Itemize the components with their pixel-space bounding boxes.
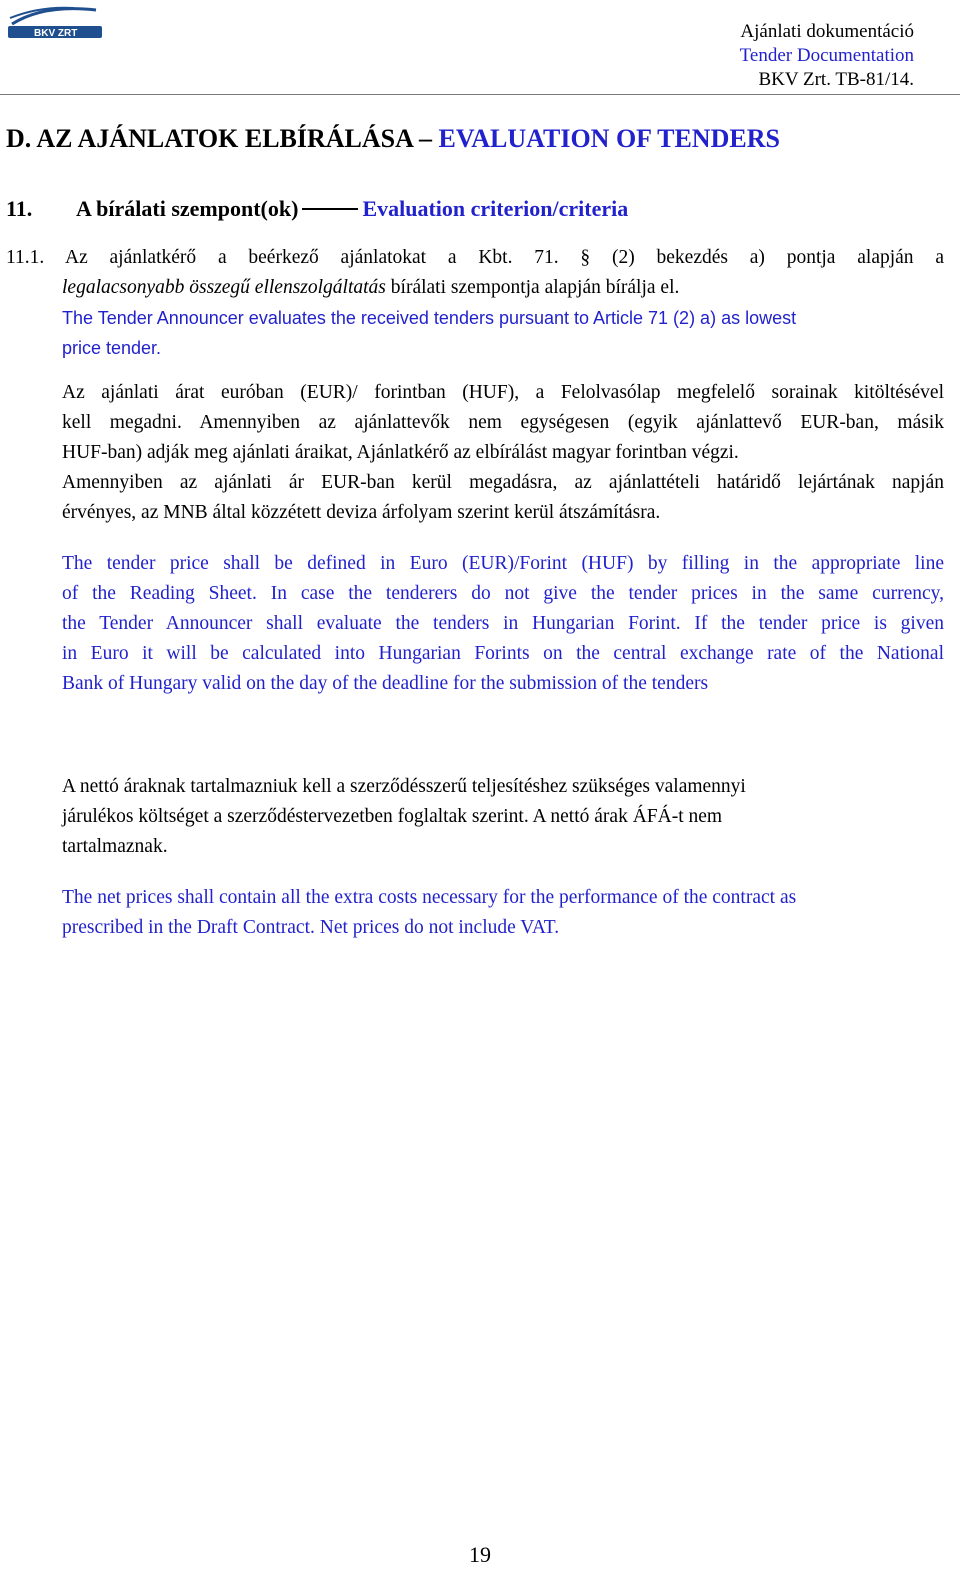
page-number: 19	[469, 1542, 491, 1567]
logo-text: BKV ZRT	[34, 28, 78, 39]
subsection-number: 11.	[6, 196, 33, 221]
para3-line: Bank of Hungary valid on the day of the deadline for the submission of the tenders	[62, 673, 709, 694]
title-dash	[302, 208, 358, 210]
para3-line: The tender price shall be defined in Euro (EUR)/Forint (HUF) by filling in the appropriate line	[62, 553, 944, 574]
para1-line2-rest: bírálati szempontja alapján bírálja el.	[385, 277, 680, 298]
document-header	[740, 20, 914, 92]
para3-line: the Tender Announcer shall evaluate the tenders in Hungarian Forint. If the tender price is given	[62, 613, 944, 634]
paragraph-11-1	[6, 243, 944, 273]
paragraph-price-en	[62, 549, 944, 699]
section-title-en: EVALUATION OF TENDERS	[438, 124, 780, 153]
para3-line: in Euro it will be calculated into Hungarian Forints on the central exchange rate of the National	[62, 643, 944, 664]
para1-en-line2: price tender.	[62, 338, 162, 358]
paragraph-11-1-cont	[62, 273, 944, 363]
subsection-title	[6, 196, 628, 222]
header-doc-en: Tender Documentation	[739, 45, 914, 66]
para1-line2	[62, 273, 944, 303]
para1-line1: 11.1. Az ajánlatkérő a beérkező ajánlatokat a Kbt. 71. § (2) bekezdés a) pontja alapján a	[6, 247, 944, 268]
para5-line: The net prices shall contain all the extra costs necessary for the performance of the contract as	[62, 887, 797, 908]
paragraph-net-price-hu	[62, 772, 944, 862]
para1-italic: legalacsonyabb összegű ellenszolgáltatás	[62, 277, 386, 298]
section-title-hu: D. AZ AJÁNLATOK ELBÍRÁLÁSA –	[6, 124, 439, 153]
para3-line: of the Reading Sheet. In case the tenderers do not give the tender prices in the same currency,	[62, 583, 944, 604]
header-divider	[0, 94, 960, 95]
header-doc-hu: Ajánlati dokumentáció	[740, 21, 914, 42]
para4-line: tartalmaznak.	[62, 836, 168, 857]
header-ref: BKV Zrt. TB-81/14.	[758, 69, 914, 90]
paragraph-price-hu	[62, 378, 944, 528]
para1-en-line1: The Tender Announcer evaluates the received tenders pursuant to Article 71 (2) a) as lowest	[62, 308, 797, 328]
subsection-title-hu: A bírálati szempont(ok)	[76, 196, 299, 221]
para2-line: érvényes, az MNB által közzétett deviza árfolyam szerint kerül átszámításra.	[62, 502, 661, 523]
subsection-title-en: Evaluation criterion/criteria	[362, 196, 629, 221]
para2-line: Az ajánlati árat euróban (EUR)/ forintban (HUF), a Felolvasólap megfelelő sorainak kitöltésével	[62, 382, 944, 403]
bkv-logo	[4, 2, 104, 42]
para4-line: járulékos költséget a szerződéstervezetben foglaltak szerint. A nettó árak ÁFÁ-t nem	[62, 806, 723, 827]
section-title	[6, 124, 780, 154]
para2-line: Amennyiben az ajánlati ár EUR-ban kerül megadásra, az ajánlattételi határidő lejártának napján	[62, 472, 944, 493]
para5-line: prescribed in the Draft Contract. Net prices do not include VAT.	[62, 917, 560, 938]
para2-line: kell megadni. Amennyiben az ajánlattevők nem egységesen (egyik ajánlattevő EUR-ban, másik	[62, 412, 944, 433]
para2-line: HUF-ban) adják meg ajánlati áraikat, Ajánlatkérő az elbírálást magyar forintban végzi.	[62, 442, 739, 463]
para4-line: A nettó áraknak tartalmazniuk kell a szerződésszerű teljesítéshez szükséges valamennyi	[62, 776, 746, 797]
paragraph-net-price-en	[62, 883, 944, 943]
